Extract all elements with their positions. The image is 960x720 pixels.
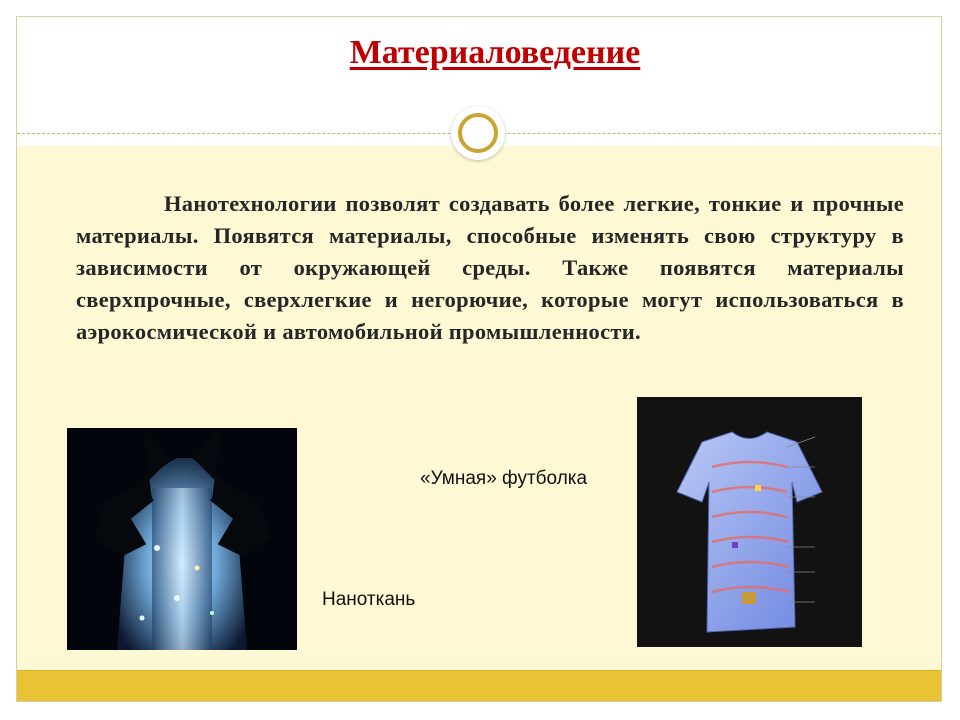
smart-tshirt-photo	[637, 397, 862, 647]
nanofabric-photo	[67, 428, 297, 650]
caption-smart-tshirt: «Умная» футболка	[420, 468, 588, 489]
caption-nanofabric: Наноткань	[322, 589, 416, 610]
ring-ornament	[451, 106, 505, 160]
ring-ornament-inner	[458, 113, 498, 153]
smart-tshirt-illustration	[637, 397, 862, 647]
body-paragraph: Нанотехнологии позволят создавать более легкие, тонкие и прочные материалы. Появятся материалы, способные изменять свою структуру в зависимости от окружающей среды. Также появятся материалы сверхпрочные, сверхлегкие и негорючие, которые могут использоваться в аэрокосмической и автомобильной промышленности.	[76, 191, 904, 344]
nanofabric-illustration	[67, 428, 297, 650]
slide-title: Материаловедение	[349, 34, 641, 71]
